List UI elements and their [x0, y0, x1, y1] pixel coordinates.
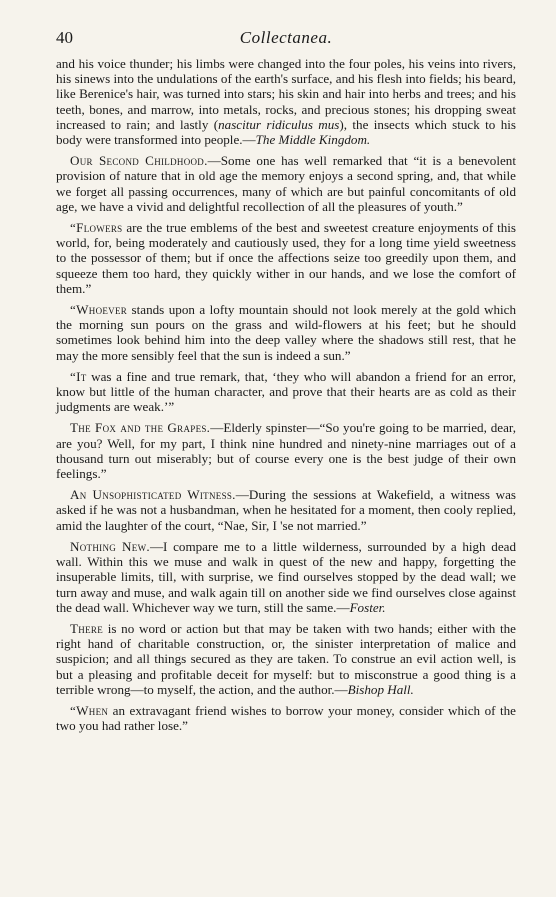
paragraph-heading: Our Second Childhood. [70, 153, 208, 169]
paragraph-text: was a fine and true remark, that, ‘they who will abandon a friend for an error, know but little of the human character, and prove that their hearts are as cold as their judgments are weak.’” [56, 368, 516, 415]
page-body [56, 56, 516, 733]
paragraph-lead-word: “Flowers [70, 220, 123, 236]
paragraph-lead-word: “When [70, 702, 109, 718]
paragraph-extravagant-friend [56, 703, 516, 733]
paragraph-lead-word: “Whoever [70, 302, 128, 318]
paragraph-source: Bishop Hall. [347, 681, 414, 697]
paragraph-source: The Middle Kingdom. [255, 132, 371, 148]
paragraph-flowers [56, 220, 516, 296]
paragraph-nothing-new [56, 539, 516, 615]
paragraph-middle-kingdom [56, 56, 516, 147]
running-title: Collectanea. [239, 28, 333, 47]
paragraph-text: and his voice thunder; his limbs were changed into the four poles, his veins into rivers, his sinews into the undulations of the earth's surface, and his flesh into fields; his beard, like Berenice's hair, was turned into stars; his skin and hair into herbs and trees; and his teeth, bones, and marrow, into metals, rocks, and precious stones; his dropping sweat increased to rain; and lastly ( [56, 56, 516, 132]
paragraph-fine-remark [56, 369, 516, 415]
latin-phrase: nascitur ridiculus mus [218, 116, 340, 132]
paragraph-text: —Elderly spinster—“So you're going to be married, dear, are you? Well, for my part, I think nine hundred and ninety-nine marriages out of a thousand turn out miserably; but of course every one is the best judge of their own feelings.” [56, 420, 516, 482]
paragraph-heading: An Unsophisticated Witness. [70, 487, 236, 503]
paragraph-text: —During the sessions at Wakefield, a witness was asked if he was not a husbandman, when he hesitated for a moment, then cooly replied, amid the laughter of the court, “Nae, Sir, I 'se not married.” [56, 487, 516, 533]
paragraph-text: stands upon a lofty mountain should not look merely at the gold which the morning sun pours on the grass and wild-flowers at his feet; but he should sometimes look behind him into the deep valley where the shadows still rest, that he may the more sensibly feel that the sun is indeed a sun.” [56, 302, 516, 363]
paragraph-source: Foster. [349, 599, 386, 615]
paragraph-two-hands [56, 621, 516, 697]
paragraph-second-childhood [56, 153, 516, 214]
page-number: 40 [56, 28, 73, 47]
paragraph-unsophisticated-witness [56, 487, 516, 533]
paragraph-text: —Some one has well remarked that “it is a benevolent provision of nature that in old age the memory enjoys a second spring, and, that while we forget all passing occurrences, many of which are but painful concomitants of old age, we have a vivid and delightful recollection of all the pleasures of youth.” [56, 153, 516, 214]
paragraph-text: an extravagant friend wishes to borrow your money, consider which of the two you had rather lose.” [56, 702, 516, 734]
paragraph-fox-grapes [56, 420, 516, 481]
paragraph-text-continued: ), the insects which stuck to his body were transformed into people.— [56, 116, 516, 148]
paragraph-lead-word: “It [70, 368, 87, 384]
paragraph-heading: Nothing New. [70, 538, 150, 554]
paragraph-heading: The Fox and the Grapes. [70, 420, 211, 436]
paragraph-text: —I compare me to a little wilderness, surrounded by a high dead wall. Within this we muse and walk in quest of the new and happy, forgetting the insuperable limits, till, with surprise, we find ourselves stopped by the dead wall; we turn away and muse, and walk again till on another side we find ourselves close against the dead wall. Whichever way we turn, still the same.— [56, 538, 516, 615]
paragraph-lead-word: There [70, 620, 103, 636]
paragraph-whoever [56, 302, 516, 363]
page-header [56, 28, 516, 50]
paragraph-text: are the true emblems of the best and sweetest creature enjoyments of this world, for, being moderately and cautiously used, they for a long time yield sweetness to the possessor of them; but if once the affections seize too greedily upon them, and squeeze them too hard, they quickly wither in our hands, and we lose the comfort of them.” [56, 220, 516, 296]
paragraph-text: is no word or action but that may be taken with two hands; either with the right hand of charitable construction, or, the sinister interpretation of malice and suspicion; and all things secured as they are taken. To construe an evil action well, is but a pleasing and profitable deceit for myself: but to misconstrue a good thing is a terrible wrong—to myself, the action, and the author.— [56, 620, 516, 697]
